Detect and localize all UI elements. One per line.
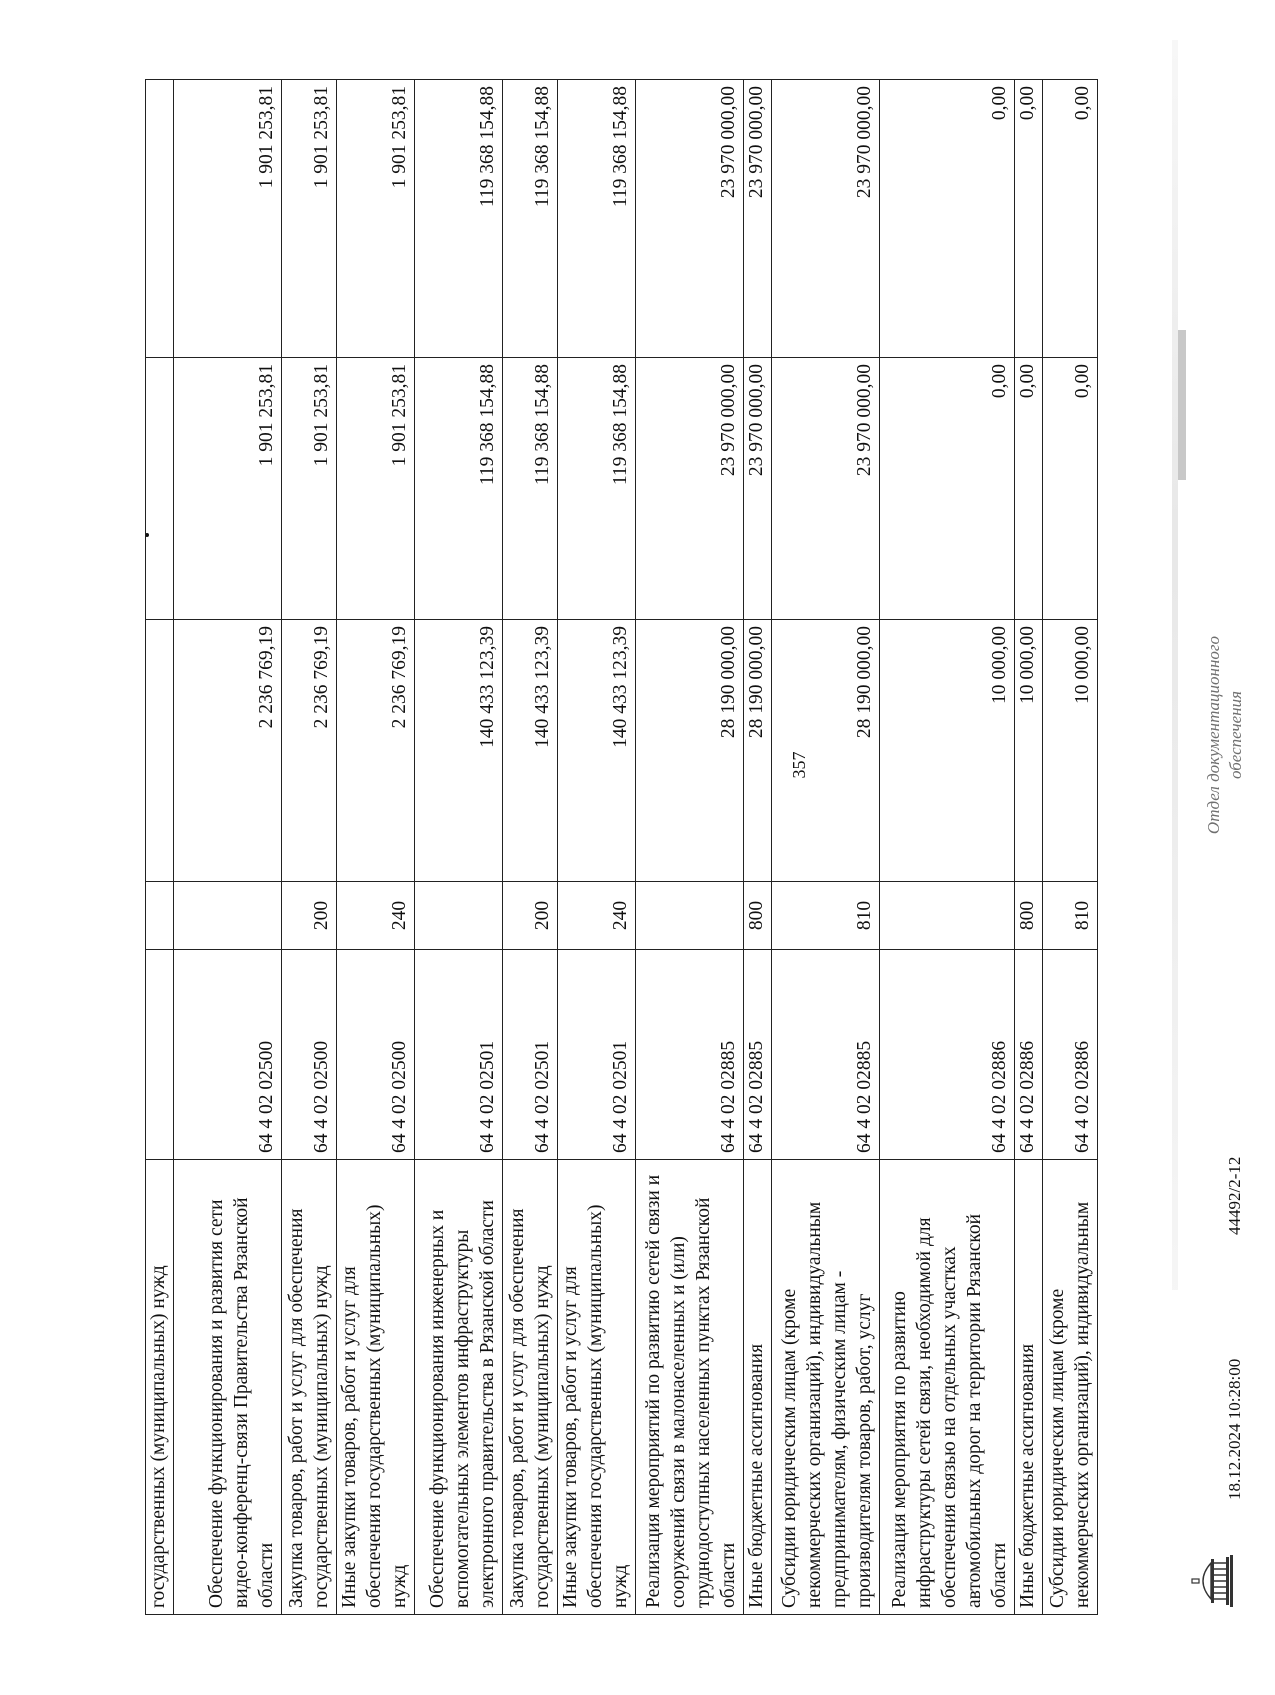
row-name: Реализация мероприятия по развитию инфраструктуры сетей связи, необходимой для обеспечения связью на отдельных участках автомобильных дорог на территории Рязанской области [880,1160,1015,1615]
table-row [415,80,503,1615]
footer-date: 18.12.2024 10:28:00 [1225,1358,1244,1500]
row-amount-1: 28 190 000,00 [772,620,880,882]
table-row [282,80,337,1615]
row-amount-3: 119 368 154,88 [558,80,636,358]
row-amount-3: 23 970 000,00 [744,80,772,358]
row-code: 64 4 02 02501 [415,950,503,1160]
row-name: Обеспечение функционирования инженерных и вспомогательных элементов инфраструктуры электронного правительства в Рязанской области [415,1160,503,1615]
rotated-page [145,80,1245,1615]
stamp-line-1: Отдел документационного [1204,635,1223,835]
row-amount-1: 140 433 123,39 [503,620,558,882]
row-amount-2: 0,00 [880,358,1015,620]
row-amount-3: 1 901 253,81 [337,80,415,358]
row-amount-2: 1 901 253,81 [282,358,337,620]
row-name: Иные бюджетные ассигнования [744,1160,772,1615]
table-row [880,80,1015,1615]
row-vr: 240 [558,882,636,950]
stamp-line-2: обеспечения [1226,691,1245,780]
row-vr: 800 [744,882,772,950]
row-amount-2: 1 901 253,81 [174,358,282,620]
row-name: Субсидии юридическим лицам (кроме некоммерческих организаций), индивидуальным предпринимателям, физическим лицам - производителям товаров, работ, услуг [772,1160,880,1615]
row-code: 64 4 02 02500 [282,950,337,1160]
row-vr [880,882,1015,950]
row-amount-3 [146,80,174,358]
page-footer [1185,80,1275,1615]
table-row [558,80,636,1615]
department-stamp [1203,545,1247,925]
row-code: 64 4 02 02886 [1015,950,1043,1160]
row-amount-3: 119 368 154,88 [503,80,558,358]
row-name: Реализация мероприятий по развитию сетей связи и сооружений связи в малонаселенных и (или) труднодоступных населенных пунктах Рязанской области [636,1160,744,1615]
row-code: 64 4 02 02886 [1043,950,1098,1160]
row-amount-1: 140 433 123,39 [415,620,503,882]
row-vr: 200 [503,882,558,950]
row-vr [415,882,503,950]
row-name: государственных (муниципальных) нужд [146,1160,174,1615]
row-amount-2: 119 368 154,88 [415,358,503,620]
row-name: Закупка товаров, работ и услуг для обеспечения государственных (муниципальных) нужд [282,1160,337,1615]
table-row [1015,80,1043,1615]
row-code [146,950,174,1160]
budget-table [145,79,1098,1615]
row-amount-3: 0,00 [1015,80,1043,358]
row-name: Обеспечение функционирования и развития сети видео-конференц-связи Правительства Рязанской области [174,1160,282,1615]
row-vr [174,882,282,950]
row-amount-3: 1 901 253,81 [282,80,337,358]
row-vr: 810 [772,882,880,950]
duma-building-icon [1191,1553,1240,1609]
page-number: 357 [789,751,809,779]
table-row [174,80,282,1615]
row-vr [146,882,174,950]
row-amount-1: 10 000,00 [1043,620,1098,882]
row-amount-1: 10 000,00 [880,620,1015,882]
row-code: 64 4 02 02885 [772,950,880,1160]
table-row [146,80,174,1615]
row-amount-1: 28 190 000,00 [636,620,744,882]
row-name: Иные закупки товаров, работ и услуг для обеспечения государственных (муниципальных) нужд [558,1160,636,1615]
row-name: Субсидии юридическим лицам (кроме некоммерческих организаций), индивидуальным [1043,1160,1098,1615]
table-row [772,80,880,1615]
row-vr: 800 [1015,882,1043,950]
row-amount-2: 23 970 000,00 [772,358,880,620]
row-amount-1: 2 236 769,19 [282,620,337,882]
row-amount-3: 0,00 [880,80,1015,358]
row-vr [636,882,744,950]
footer-doc-code: 44492/2-12 [1225,1156,1244,1235]
row-code: 64 4 02 02500 [337,950,415,1160]
row-code: 64 4 02 02885 [744,950,772,1160]
row-amount-3: 119 368 154,88 [415,80,503,358]
row-amount-2: 23 970 000,00 [744,358,772,620]
row-code: 64 4 02 02886 [880,950,1015,1160]
row-amount-1: 10 000,00 [1015,620,1043,882]
row-code: 64 4 02 02500 [174,950,282,1160]
scan-edge-artifact [1172,40,1178,1290]
row-amount-2: 23 970 000,00 [636,358,744,620]
row-amount-2: 0,00 [1015,358,1043,620]
table-row [337,80,415,1615]
row-vr: 200 [282,882,337,950]
row-amount-2 [146,358,174,620]
row-code: 64 4 02 02501 [558,950,636,1160]
table-row [1043,80,1098,1615]
row-amount-3: 0,00 [1043,80,1098,358]
row-amount-3: 23 970 000,00 [772,80,880,358]
row-amount-2: 119 368 154,88 [503,358,558,620]
row-amount-3: 23 970 000,00 [636,80,744,358]
table-row [744,80,772,1615]
row-amount-2: 119 368 154,88 [558,358,636,620]
row-code: 64 4 02 02501 [503,950,558,1160]
row-amount-1: 140 433 123,39 [558,620,636,882]
row-amount-3: 1 901 253,81 [174,80,282,358]
row-amount-1: 2 236 769,19 [174,620,282,882]
row-name: Иные закупки товаров, работ и услуг для обеспечения государственных (муниципальных) нужд [337,1160,415,1615]
table-row [503,80,558,1615]
table-row [636,80,744,1615]
row-amount-2: 0,00 [1043,358,1098,620]
row-vr: 810 [1043,882,1098,950]
row-amount-1: 2 236 769,19 [337,620,415,882]
row-name: Закупка товаров, работ и услуг для обеспечения государственных (муниципальных) нужд [503,1160,558,1615]
row-amount-1 [146,620,174,882]
row-amount-2: 1 901 253,81 [337,358,415,620]
row-code: 64 4 02 02885 [636,950,744,1160]
row-name: Иные бюджетные ассигнования [1015,1160,1043,1615]
row-vr: 240 [337,882,415,950]
row-amount-1: 28 190 000,00 [744,620,772,882]
